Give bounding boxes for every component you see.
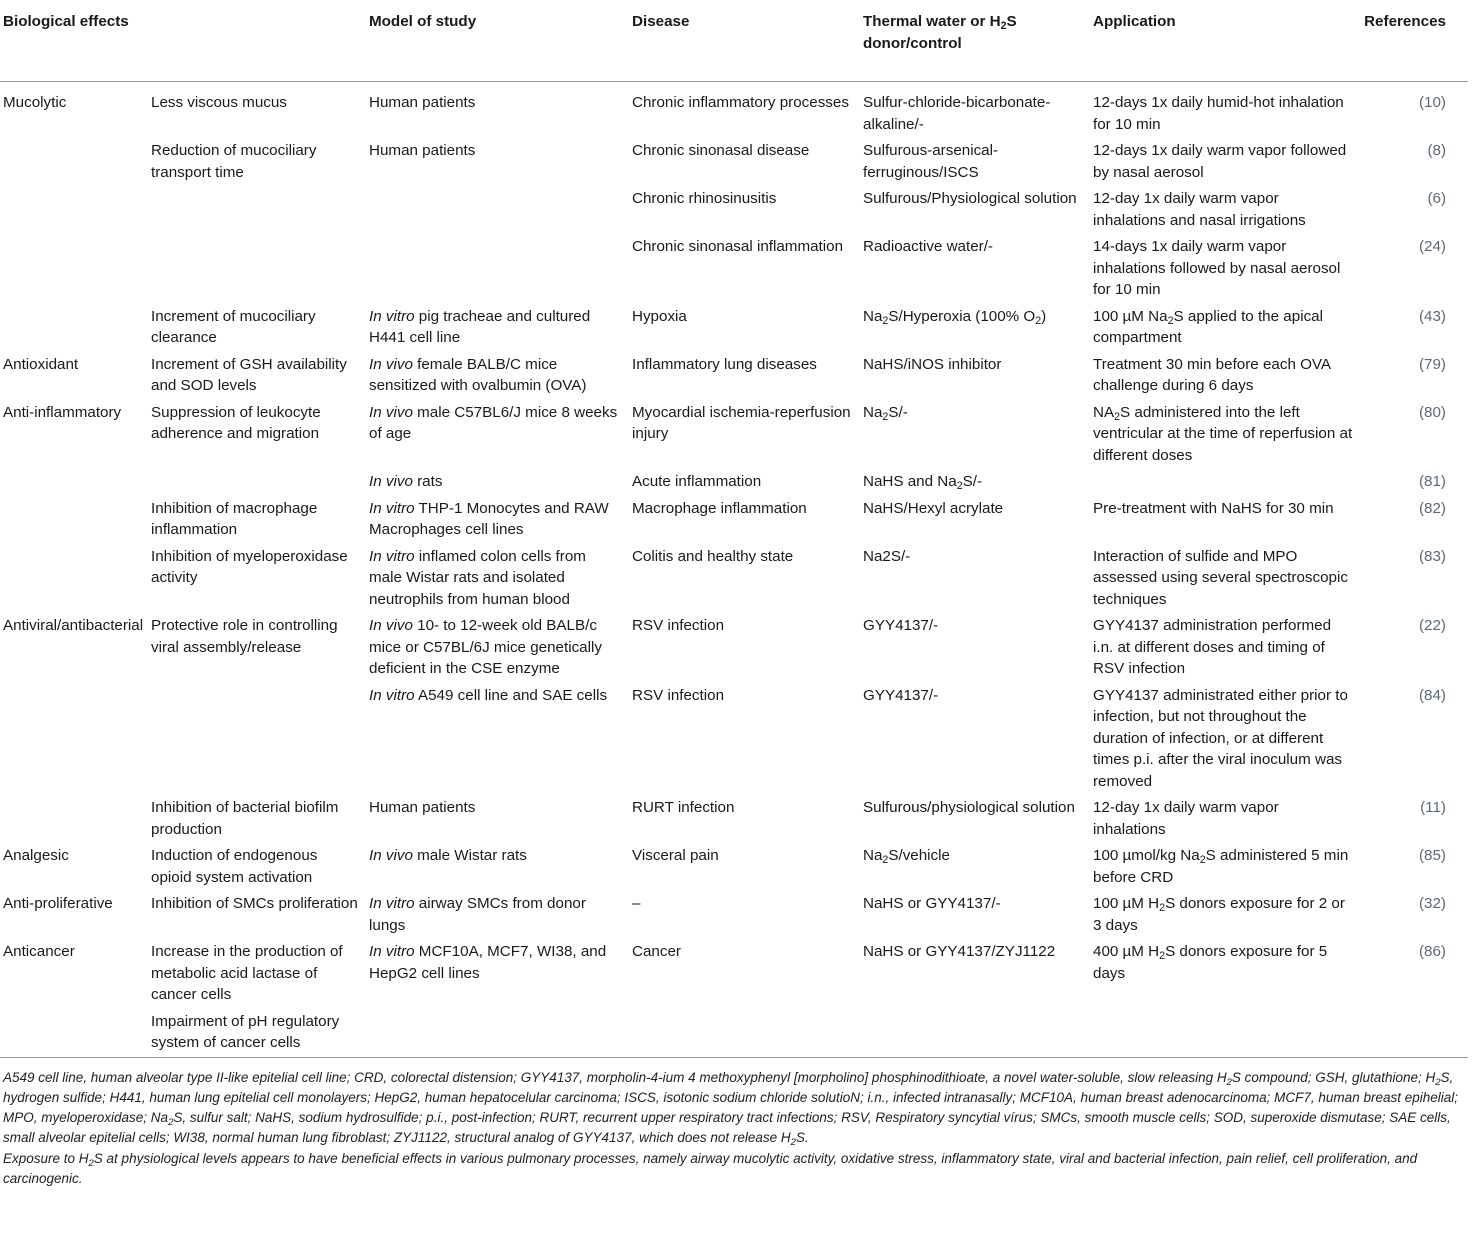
application-cell: GYY4137 administration performed i.n. at different doses and timing of RSV infection bbox=[1093, 617, 1332, 677]
disease-cell: Myocardial ischemia-reperfusion injury bbox=[632, 403, 851, 442]
model-cell: Human patients bbox=[369, 799, 476, 816]
disease-cell: Chronic rhinosinusitis bbox=[632, 190, 777, 207]
model-cell: In vitro pig tracheae and cultured H441 cell line bbox=[369, 307, 591, 346]
reference-link[interactable]: (11) bbox=[1420, 799, 1446, 816]
disease-cell: RSV infection bbox=[632, 617, 725, 634]
reference-link[interactable]: (43) bbox=[1418, 307, 1446, 325]
application-cell: 14-days 1x daily warm vapor inhalations followed by nasal aerosol for 10 min bbox=[1093, 238, 1341, 298]
reference-link[interactable]: (82) bbox=[1418, 499, 1446, 517]
disease-cell: RURT infection bbox=[632, 799, 735, 816]
application-cell: 12-days 1x daily warm vapor followed by nasal aerosol bbox=[1093, 142, 1347, 181]
model-cell: In vivo rats bbox=[369, 473, 443, 490]
effect-cell: Antiviral/antibacterial bbox=[3, 617, 144, 634]
donor-cell: Radioactive water/- bbox=[863, 238, 993, 255]
reference-link[interactable]: (80) bbox=[1418, 403, 1446, 421]
disease-cell: Hypoxia bbox=[632, 307, 687, 325]
application-cell: 400 µM $H_2S$ donors exposure for 5 days bbox=[1093, 943, 1328, 982]
application-cell: 100 µM $H_2S$ donors exposure for 2 or 3 days bbox=[1093, 895, 1345, 934]
reference-link[interactable]: (83) bbox=[1418, 547, 1446, 565]
donor-cell: NaHS or GYY4137/ZYJ1122 bbox=[863, 943, 1056, 960]
sub-effect-cell: Increment of GSH availability and SOD levels bbox=[151, 355, 347, 394]
model-cell: In vivo female BALB/C mice sensitized with ovalbumin (OVA) bbox=[369, 355, 587, 394]
application-cell: 100 µmol/kg $Na_2S$ administered 5 min before CRD bbox=[1093, 847, 1349, 886]
reference-link[interactable]: (22) bbox=[1418, 617, 1446, 634]
sub-effect-cell: Inhibition of bacterial biofilm production bbox=[151, 799, 339, 838]
sub-effect-cell: Protective role in controlling viral assembly/release bbox=[151, 617, 338, 656]
table-row bbox=[0, 936, 1468, 1006]
model-cell: In vivo male C57BL6/J mice 8 weeks of age bbox=[369, 403, 618, 442]
header-biological-effects: Biological effects bbox=[0, 0, 366, 82]
donor-cell: NaHS/Hexyl acrylate bbox=[863, 499, 1004, 517]
application-cell: Treatment 30 min before each OVA challenge during 6 days bbox=[1093, 355, 1331, 394]
reference-link[interactable]: (32) bbox=[1418, 895, 1446, 912]
model-cell: Human patients bbox=[369, 142, 476, 159]
application-cell: 12-day 1x daily warm vapor inhalations and nasal irrigations bbox=[1093, 190, 1306, 229]
sub-effect-cell: Reduction of mucociliary transport time bbox=[151, 142, 317, 181]
donor-cell: Na2S/- bbox=[863, 547, 911, 565]
model-cell: In vitro A549 cell line and SAE cells bbox=[369, 686, 608, 704]
donor-cell: NaHS or GYY4137/- bbox=[863, 895, 1001, 912]
table-row bbox=[0, 888, 1468, 936]
model-cell: In vitro airway SMCs from donor lungs bbox=[369, 895, 586, 934]
table-header bbox=[0, 0, 1468, 82]
sub-effect-cell: Inhibition of SMCs proliferation bbox=[151, 895, 358, 912]
sub-effect-cell: Increment of mucociliary clearance bbox=[151, 307, 316, 346]
summary-note: Exposure to $H_2S$ at physiological levels appears to have beneficial effects in various pulmonary processes, namely airway mucolytic activity, oxidative stress, inflammatory state, viral and bacterial infection, pain relief, cell proliferation, and carcinogenic. bbox=[3, 1150, 1418, 1186]
donor-cell: Sulfurous/physiological solution bbox=[863, 799, 1075, 816]
sub-effect-cell: Less viscous mucus bbox=[151, 94, 287, 111]
sub-effect-cell: Increase in the production of metabolic acid lactase of cancer cells bbox=[151, 943, 343, 1003]
application-cell: 100 µM $Na_2S$ applied to the apical compartment bbox=[1093, 307, 1323, 346]
effect-cell: Mucolytic bbox=[3, 94, 67, 111]
table-row bbox=[0, 541, 1468, 611]
donor-cell: $Na_2S/-$ bbox=[863, 403, 908, 423]
table-row bbox=[0, 397, 1468, 467]
disease-cell: – bbox=[632, 895, 641, 912]
disease-cell: Chronic inflammatory processes bbox=[632, 94, 849, 111]
sub-effect-cell: Inhibition of macrophage inflammation bbox=[151, 499, 318, 538]
disease-cell: Cancer bbox=[632, 943, 681, 960]
reference-link[interactable]: (24) bbox=[1418, 238, 1446, 255]
disease-cell: Chronic sinonasal inflammation bbox=[632, 238, 844, 255]
donor-cell: GYY4137/- bbox=[863, 617, 939, 634]
application-cell: 12-days 1x daily humid-hot inhalation for 10 min bbox=[1093, 94, 1344, 133]
model-cell: In vivo male Wistar rats bbox=[369, 847, 527, 864]
header-references: References bbox=[1359, 0, 1468, 82]
application-cell: 12-day 1x daily warm vapor inhalations bbox=[1093, 799, 1279, 838]
donor-cell: $Na_2S$/Hyperoxia (100% $O_2$) bbox=[863, 307, 1047, 327]
table-body bbox=[0, 82, 1468, 1058]
donor-cell: GYY4137/- bbox=[863, 686, 939, 704]
reference-link[interactable]: (6) bbox=[1427, 190, 1446, 207]
disease-cell: Chronic sinonasal disease bbox=[632, 142, 810, 159]
disease-cell: Inflammatory lung diseases bbox=[632, 355, 817, 373]
application-cell: Interaction of sulfide and MPO assessed using several spectroscopic techniques bbox=[1093, 547, 1348, 608]
model-cell: In vitro MCF10A, MCF7, WI38, and HepG2 cell lines bbox=[369, 943, 607, 982]
application-cell: $NA_2S$ administered into the left ventricular at the time of reperfusion at different doses bbox=[1093, 403, 1353, 464]
table-row bbox=[0, 82, 1468, 136]
reference-link[interactable]: (81) bbox=[1418, 473, 1446, 490]
sub-effect-cell: Induction of endogenous opioid system activation bbox=[151, 847, 318, 886]
application-cell: GYY4137 administrated either prior to infection, but not throughout the duration of infection, or at different times p.i. after the viral inoculum was removed bbox=[1093, 686, 1348, 790]
disease-cell: Macrophage inflammation bbox=[632, 499, 807, 517]
donor-cell: Sulfur-chloride-bicarbonate-alkaline/- bbox=[863, 94, 1051, 133]
effect-cell: Anti-proliferative bbox=[3, 895, 113, 912]
table-row bbox=[0, 840, 1468, 888]
header-model: Model of study bbox=[366, 0, 629, 82]
model-cell: In vitro THP-1 Monocytes and RAW Macrophages cell lines bbox=[369, 499, 609, 538]
effect-cell: Anticancer bbox=[3, 943, 75, 960]
donor-cell: NaHS and $Na_2S/-$ bbox=[863, 473, 983, 492]
reference-link[interactable]: (86) bbox=[1418, 943, 1446, 960]
table-row bbox=[0, 792, 1468, 840]
table-row bbox=[0, 610, 1468, 680]
reference-link[interactable]: (10) bbox=[1418, 94, 1446, 111]
table-row bbox=[0, 349, 1468, 397]
reference-link[interactable]: (85) bbox=[1418, 847, 1446, 864]
table-row bbox=[0, 301, 1468, 349]
header-thermal-water: Thermal water or $H_2S$ donor/control bbox=[860, 0, 1090, 82]
donor-cell: Sulfurous-arsenical-ferruginous/ISCS bbox=[863, 142, 999, 181]
reference-link[interactable]: (84) bbox=[1418, 686, 1446, 704]
reference-link[interactable]: (79) bbox=[1418, 355, 1446, 373]
table-row bbox=[0, 135, 1468, 183]
effect-cell: Antioxidant bbox=[3, 355, 79, 373]
table-row bbox=[0, 493, 1468, 541]
model-cell: In vitro inflamed colon cells from male Wistar rats and isolated neutrophils from human blood bbox=[369, 547, 586, 608]
model-cell: In vivo 10- to 12-week old BALB/c mice or C57BL/6J mice genetically deficient in the CSE enzyme bbox=[369, 617, 602, 677]
application-cell: Pre-treatment with NaHS for 30 min bbox=[1093, 499, 1334, 517]
donor-cell: Sulfurous/Physiological solution bbox=[863, 190, 1077, 207]
sub-effect-cell: Impairment of pH regulatory system of cancer cells bbox=[151, 1012, 340, 1051]
disease-cell: Colitis and healthy state bbox=[632, 547, 794, 565]
disease-cell: Acute inflammation bbox=[632, 473, 762, 490]
application-cell bbox=[1090, 466, 1359, 493]
reference-link[interactable]: (8) bbox=[1427, 142, 1446, 159]
sub-effect-cell: Suppression of leukocyte adherence and migration bbox=[151, 403, 321, 442]
abbreviations-note: A549 cell line, human alveolar type II-like epitelial cell line; CRD, colorectal distension; GYY4137, morpholin-4-ium 4 methoxyphenyl [morpholino] phosphinodithioate, a novel water-soluble, slow releasing $H_2S$ compound; GSH, glutathione; $H_2S$, hydrogen sulfide; H441, human lung epitelial cell monolayers; HepG2, human hepatocelular carcinoma; ISCS, isotonic sodium chloride solutioN; i.n., infected intranasally; MCF10A, human breast adenocarcinoma; MCF7, human breast epihelial; MPO, myeloperoxidase; $Na_2S$, sulfur salt; NaHS, sodium hydrosulfide; p.i., post-infection; RURT, recurrent upper respiratory tract infections; RSV, Respiratory syncytial vírus; SMCs, smooth muscle cells; SOD, superoxide dismutase; SAE cells, small alveolar epitelial cells; WI38, normal human lung fibroblast; ZYJ1122, structural analog of GYY4137, which does not release $H_2S$. bbox=[3, 1069, 1459, 1149]
donor-cell: NaHS/iNOS inhibitor bbox=[863, 355, 1002, 373]
sub-effect-cell: Inhibition of myeloperoxidase activity bbox=[151, 547, 348, 586]
header-application: Application bbox=[1090, 0, 1359, 82]
table-footnote bbox=[3, 1068, 1469, 1190]
donor-cell: $Na_2S$/vehicle bbox=[863, 847, 950, 866]
effect-cell: Anti-inflammatory bbox=[3, 403, 122, 421]
effect-cell: Analgesic bbox=[3, 847, 69, 864]
disease-cell: Visceral pain bbox=[632, 847, 719, 864]
header-disease: Disease bbox=[629, 0, 860, 82]
disease-cell: RSV infection bbox=[632, 686, 725, 704]
model-cell: Human patients bbox=[369, 94, 476, 111]
